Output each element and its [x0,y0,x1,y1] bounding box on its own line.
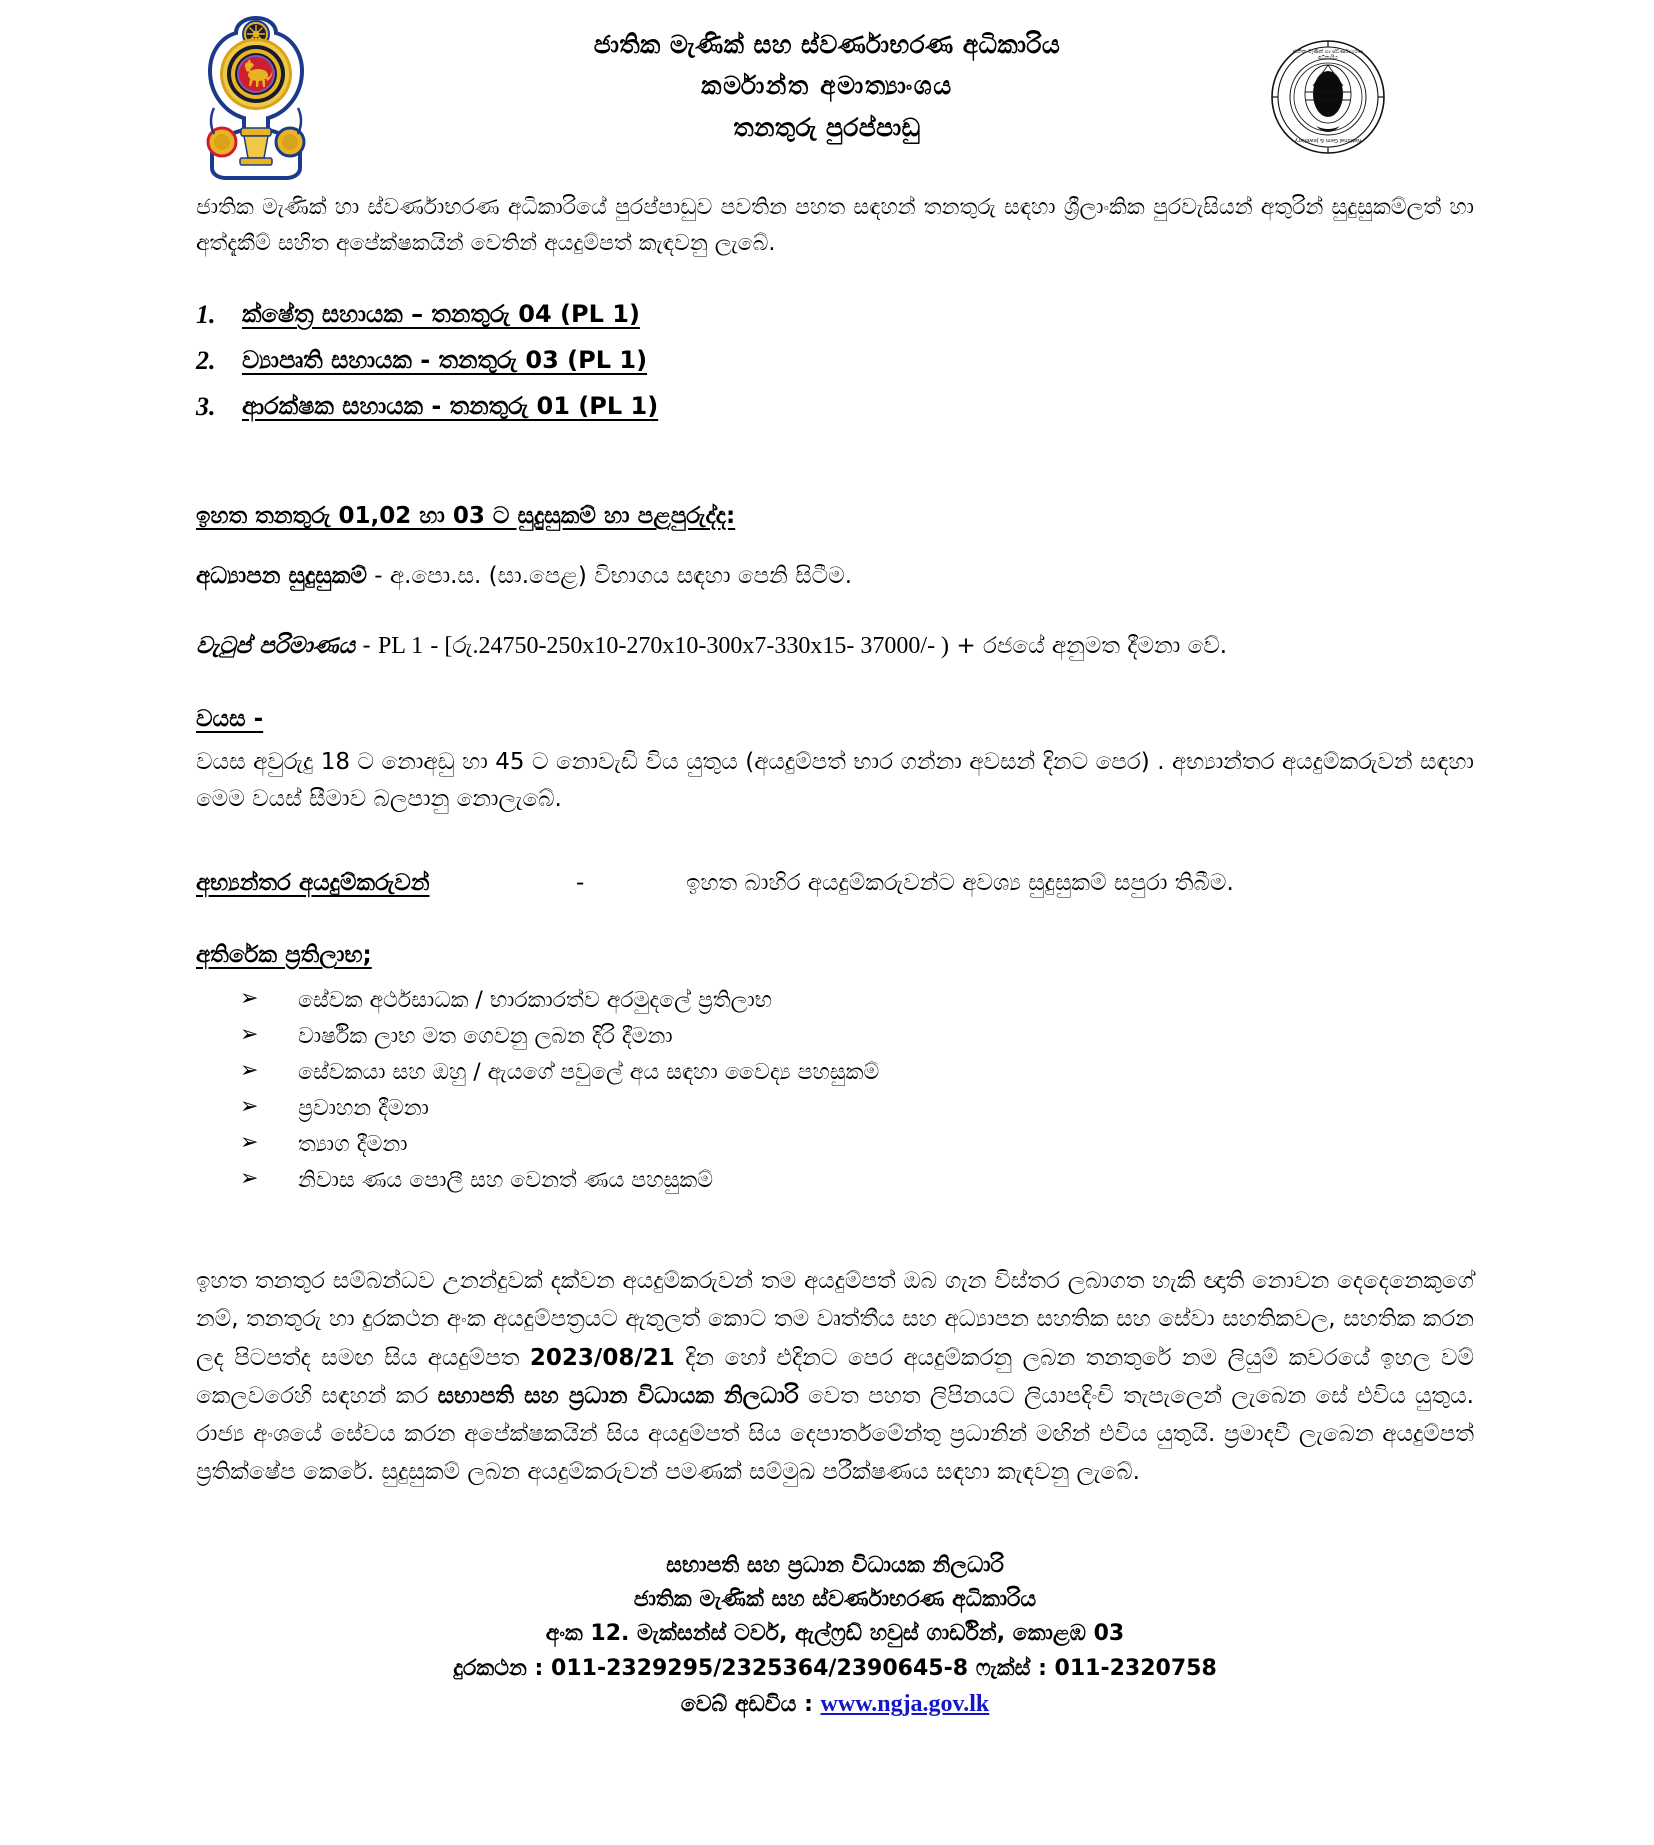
document-footer [196,1549,1474,1723]
job-title-3: ආරක්ෂක සහායක - තනතුරු 01 (PL 1) [242,392,659,421]
job-item-2 [242,345,1474,375]
benefits-list [196,986,1474,1206]
org-title: ජාතික මැණික් සහ ස්වර්ණාභරණ අධිකාරිය [593,30,1061,59]
closing-instructions-paragraph [196,1262,1474,1491]
salary-label: වැටුප් පරිමාණය [196,632,356,659]
age-heading: වයස - [196,705,264,732]
benefit-text: ප්‍රවාහන දීමනා [298,1096,429,1122]
list-item [240,1166,1474,1206]
phone-numbers: 011-2329295/2325364/2390645-8 [551,1655,969,1681]
arrow-bullet-icon: ➢ [240,1022,259,1048]
age-body-text: වයස අවුරුදු 18 ට නොඅඩු හා 45 ට නොවැඩි විය යුතුය (අයදුම්පත් භාර ගන්නා අවසන් දිනට පෙර) . අභ්‍යාන්තර අයදුම්කරුවන් සඳහා මෙම වයස් සීමාව බලපානු නොලැබේ. [196,748,1474,812]
closing-part-2: දින හෝ එදිනට පෙර අයදුම්කරනු ලබන තනතුරේ නම ලියුම් කවරයේ ඉහල වම් කෙලවරෙහි සඳහන් කර [196,1344,1474,1409]
salary-scale-row [196,628,1474,664]
footer-address: අංක 12. මැක්සන්ස් ටවර්, ඇල්ෆ්‍රඩ් හවුස් ගාර්ඩින්, කොළඹ 03 [545,1621,1125,1647]
job-positions-list [196,299,1474,421]
arrow-bullet-icon: ➢ [240,986,259,1012]
footer-contact-line [196,1652,1474,1686]
arrow-bullet-icon: ➢ [240,1058,259,1084]
benefit-text: සේවක අර්ථසාධක / භාරකාරත්ව අරමුදලේ ප්‍රතිලාභ [298,988,773,1014]
application-deadline-date: 2023/08/21 [529,1344,675,1371]
benefit-text: සේවකයා සහ ඔහු / ඇයගේ පවුලේ අය සඳහා වෛද්‍ය පහසුකම් [298,1060,880,1086]
qualifications-heading: ඉහත තනතුරු 01,02 හා 03 ට සුදුසුකම් හා පළපුරුද්ද: [196,503,736,530]
salary-scale-value: - [රු.24750-250x10-270x10-300x7-330x15- 37000/- ) [430,632,950,659]
list-item [240,1094,1474,1134]
internal-applicants-value: ඉහත බාහිර අයදුම්කරුවන්ට අවශ්‍ය සුදුසුකම් සපුරා තිබීම. [686,870,1234,897]
arrow-bullet-icon: ➢ [240,1130,259,1156]
footer-website-line [196,1686,1474,1723]
benefit-text: නිවාස ණය පොලී සහ වෙනත් ණය පහසුකම් [298,1168,714,1194]
education-dash: - [374,563,383,590]
benefits-section [196,896,1474,1206]
job-title-2: ව්‍යාපෘති සහායක - තනතුරු 03 (PL 1) [242,346,648,375]
svg-text:අධිකාරිය: අධිකාරිය [1318,55,1338,61]
closing-part-3: වෙත පහත ලිපිනයට ලියාපදිංචි තැපැලෙන් ලැබෙන සේ එවිය යුතුය. රාජ්‍ය අංශයේ සේවය කරන අපේක්ෂකයින් සිය අයදුම්පත් සිය දෙපාර්තමේන්තු ප්‍රධානින් මඟින් එවිය යුතුයි. ප්‍රමාදවී ලැබෙන අයදුම්පත් ප්‍රතික්ෂේප කෙරේ. සුදුසුකම් ලබන අයදුම්කරුවන් පමණක් සම්මුඛ පරීක්ෂණය සඳහා කැඳවනු ලැබේ. [196,1382,1474,1486]
job-title-1: ක්ෂේත්‍ර සහායක – තනතුරු 04 (PL 1) [242,300,640,329]
fax-label: ෆැක්ස් : [968,1655,1055,1681]
svg-text:ජාතික මැණික් හා ස්වර්ණාභරණ: ජාතික මැණික් හා ස්වර්ණාභරණ [1292,49,1364,55]
education-value: අ.පො.ස. (සා.පෙළ) විභාගය සඳහා පෙනි සිටීම. [389,563,852,590]
closing-part-1: ඉහත තනතුර සම්බන්ධව උනන්දුවක් දක්වන අයදුම්කරුවන් තම අයදුම්පත් ඔබ ගැන විස්තර ලබාගත හැකි ඥාති නොවන දෙදෙනෙකුගේ නම්, තනතුරු හා දුරකථන අංක අයදුම්පත්‍රයට ඇතුලත් කොට තම වෘත්තීය සහ අධ්‍යාපන සහතික සහ සේවා සහතිකවල, සහතික කරන ලද පිටපත්ද සමඟ සිය අයදුම්පත [196,1268,1474,1371]
benefits-heading: අතිරේක ප්‍රතිලාභ; [196,942,372,969]
list-item [240,1130,1474,1170]
document-type: තනතුරු පුරප්පාඩු [733,112,921,142]
benefit-text: ත්‍යාග දීමනා [298,1132,408,1158]
phone-label: දුරකථන : [453,1655,552,1681]
arrow-bullet-icon: ➢ [240,1166,259,1192]
internal-applicants-dash: - [576,870,585,897]
national-gem-jewellery-authority-seal [1258,38,1398,156]
footer-organisation: ජාතික මැණික් සහ ස්වර්ණාභරණ අධිකාරිය [633,1587,1037,1613]
footer-signatory-title: සභාපති සහ ප්‍රධාන විධායක නිලධාරි [666,1553,1004,1579]
job-item-3 [242,391,1474,421]
salary-grade: PL 1 [377,632,424,659]
website-link[interactable]: www.ngja.gov.lk [820,1690,990,1717]
website-label: වෙබ් අඩවිය : [680,1691,821,1717]
document-header [0,0,1654,190]
intro-paragraph: ජාතික මැණික් හා ස්වර්ණාභරණ අධිකාරියේ පුරප්පාඩුව පවතින පහත සඳහන් තනතුරු සඳහා ශ්‍රීලාංකික පුරවැසියන් අතුරින් සුදුසුකම්ලත් හා අත්දැකීම් සහිත අපේක්ෂකයින් වෙතින් අයදුම්පත් කැඳවනු ලැබේ. [196,195,1474,256]
internal-applicants-label: අභ්‍යන්තර අයදුම්කරුවන් [196,870,430,897]
benefit-text: වාර්ෂික ලාභ මත ගෙවනු ලබන දිරි දීමනා [298,1024,673,1050]
arrow-bullet-icon: ➢ [240,1094,259,1120]
list-item [240,1058,1474,1098]
list-item [240,1022,1474,1062]
age-section [196,664,1474,819]
education-label: අධ්‍යාපන සුදුසුකම් [196,563,367,590]
svg-text:National Gem & Jewellery: National Gem & Jewellery [1294,137,1362,143]
internal-applicants-row [196,870,1474,896]
addressee-title: සභාපති සහ ප්‍රධාන විධායක නිලධාරි [437,1382,799,1409]
document-body [0,190,1654,1723]
education-requirement-row [196,559,1474,594]
salary-suffix: + රජයේ අනුමත දීමනා වේ. [956,632,1228,659]
ministry-name: කර්මාන්ත අමාත්‍යාංශය [701,71,953,101]
job-item-1 [242,299,1474,329]
fax-number: 011-2320758 [1054,1655,1217,1681]
salary-dash: - [362,632,371,659]
list-item [240,986,1474,1026]
header-title-block [0,24,1654,148]
qualifications-section [196,437,1474,664]
